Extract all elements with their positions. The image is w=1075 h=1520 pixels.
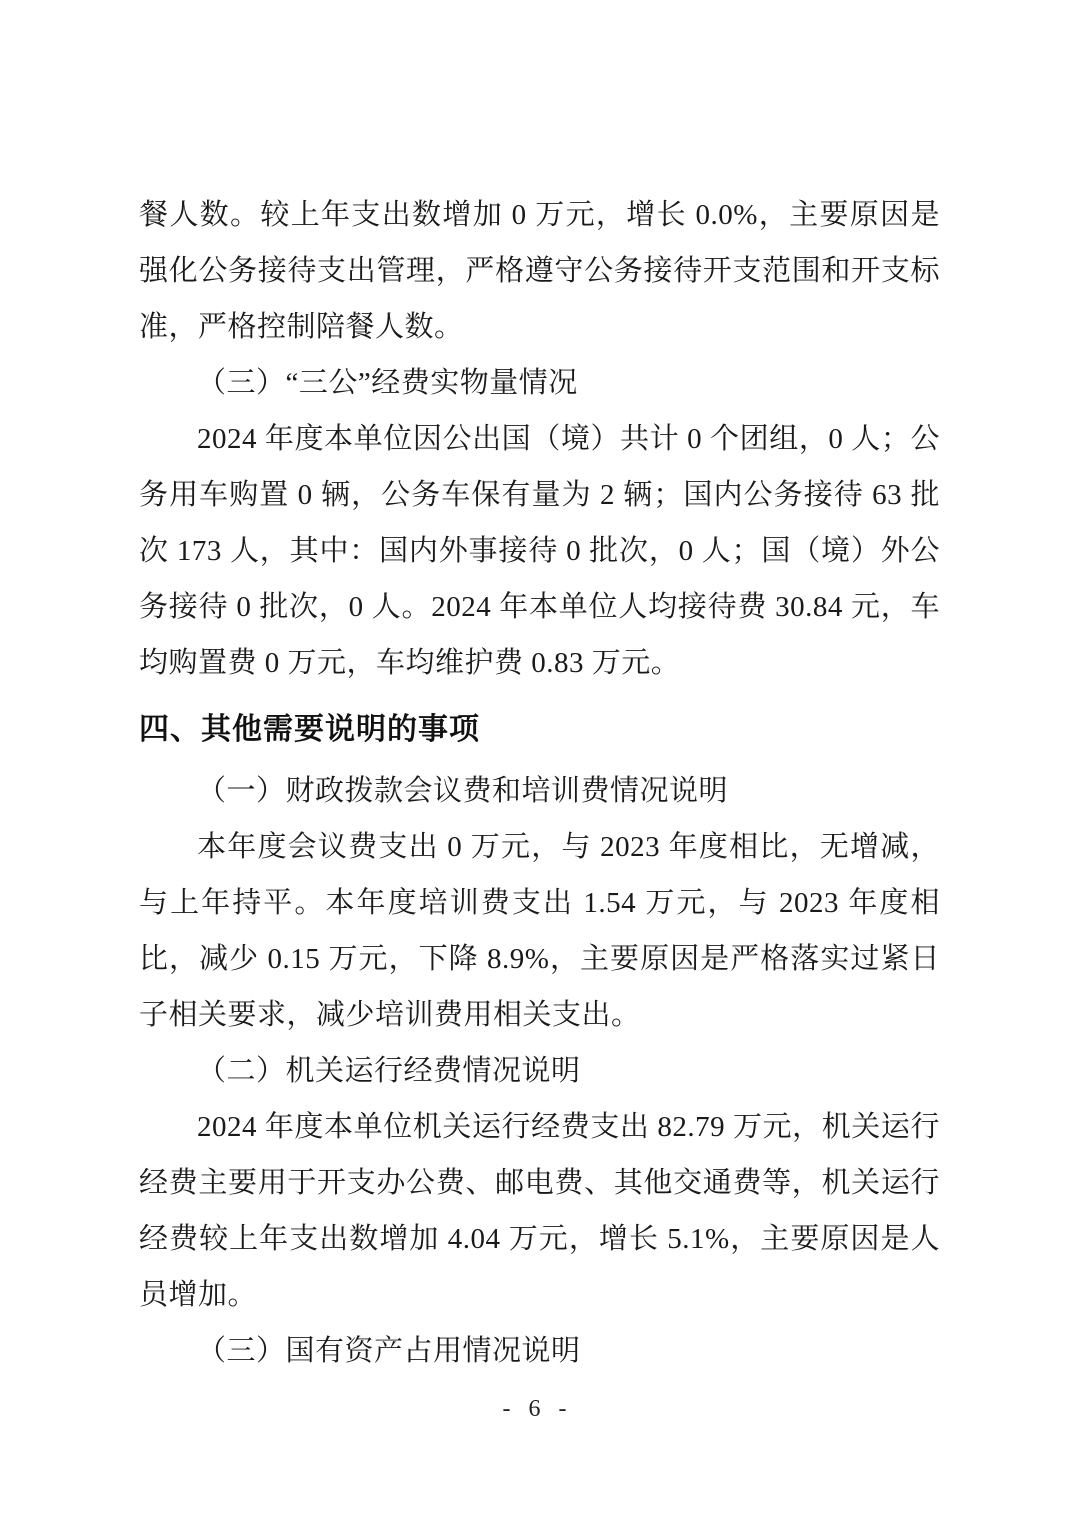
section-heading-other-matters: 四、其他需要说明的事项: [139, 713, 480, 746]
page-footer: [0, 1396, 1075, 1423]
paragraph-official-reception-continued: 餐人数。较上年支出数增加 0 万元，增长 0.0%，主要原因是强化公务接待支出管理，严格遵守公务接待开支范围和开支标准，严格控制陪餐人数。: [139, 199, 940, 343]
paragraph-three-public-expenses-detail: 2024 年度本单位因公出国（境）共计 0 个团组，0 人；公务用车购置 0 辆，公务车保有量为 2 辆；国内公务接待 63 批次 173 人，其中：国内外事接待 0 批次，0 人；国（境）外公务接待 0 批次，0 人。2024 年本单位人均接待费 30.84 元，车均购置费 0 万元，车均维护费 0.83 万元。: [139, 423, 940, 679]
heading-three-public-expenses-physical: （三）“三公”经费实物量情况: [197, 367, 578, 399]
heading-state-owned-assets-occupancy: （三）国有资产占用情况说明: [197, 1335, 581, 1367]
page-number: - 6 -: [502, 1396, 573, 1422]
paragraph-agency-operating-expenses-detail: 2024 年度本单位机关运行经费支出 82.79 万元，机关运行经费主要用于开支办公费、邮电费、其他交通费等，机关运行经费较上年支出数增加 4.04 万元，增长 5.1%，主要原因是人员增加。: [139, 1111, 940, 1311]
heading-agency-operating-expenses: （二）机关运行经费情况说明: [197, 1055, 581, 1087]
heading-meeting-and-training-fees: （一）财政拨款会议费和培训费情况说明: [197, 775, 729, 807]
document-body: [139, 187, 940, 1379]
paragraph-meeting-and-training-fees-detail: 本年度会议费支出 0 万元，与 2023 年度相比，无增减，与上年持平。本年度培训费支出 1.54 万元，与 2023 年度相比，减少 0.15 万元，下降 8.9%，主要原因是严格落实过紧日子相关要求，减少培训费用相关支出。: [139, 831, 940, 1031]
